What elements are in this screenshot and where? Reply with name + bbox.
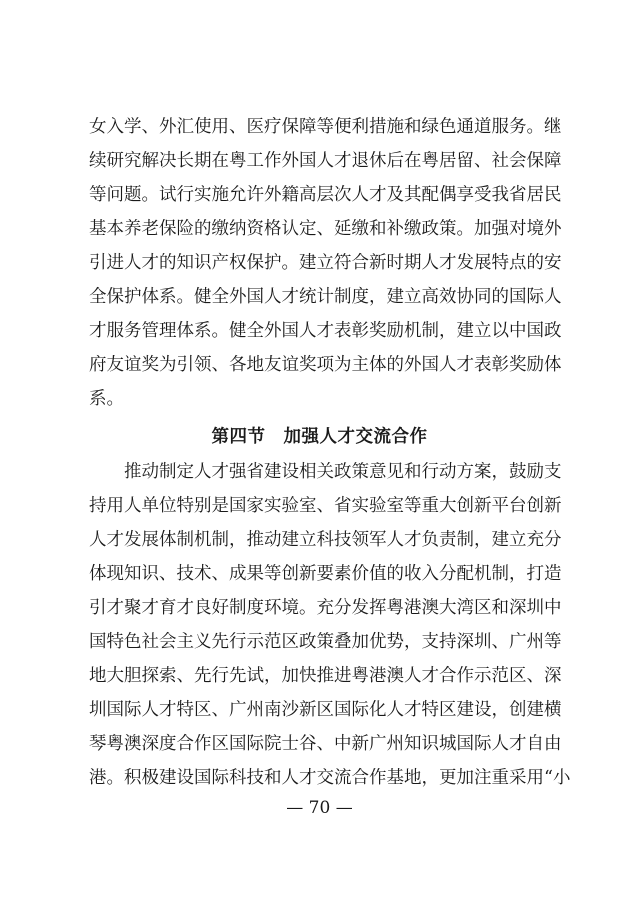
text-line: 等问题。试行实施允许外籍高层次人才及其配偶享受我省居民 <box>89 185 562 205</box>
text-line: 基本养老保险的缴纳资格认定、延缴和补缴政策。加强对境外 <box>89 219 562 239</box>
text-line: 才服务管理体系。健全外国人才表彰奖励机制，建立以中国政 <box>89 321 562 341</box>
page-number: — 70 — <box>286 798 353 818</box>
text-line-indented: 推动制定人才强省建设相关政策意见和行动方案，鼓励支 <box>124 462 562 482</box>
text-line: 港。积极建设国际科技和人才交流合作基地，更加注重采用“小 <box>89 768 571 788</box>
text-line: 持用人单位特别是国家实验室、省实验室等重大创新平台创新 <box>89 496 562 516</box>
text-line: 地大胆探索、先行先试，加快推进粤港澳人才合作示范区、深 <box>89 666 562 686</box>
text-line: 全保护体系。健全外国人才统计制度，建立高效协同的国际人 <box>89 287 562 307</box>
text-line: 续研究解决长期在粤工作外国人才退休后在粤居留、社会保障 <box>89 151 562 171</box>
text-line: 圳国际人才特区、广州南沙新区国际化人才特区建设，创建横 <box>89 700 562 720</box>
text-line: 人才发展体制机制，推动建立科技领军人才负责制，建立充分 <box>89 530 562 550</box>
text-line: 体现知识、技术、成果等创新要素价值的收入分配机制，打造 <box>89 564 562 584</box>
paragraph-foreign-talent-services <box>89 110 562 416</box>
text-line: 系。 <box>89 389 124 409</box>
text-line: 引才聚才育才良好制度环境。充分发挥粤港澳大湾区和深圳中 <box>89 598 562 618</box>
text-line: 女入学、外汇使用、医疗保障等便利措施和绿色通道服务。继 <box>89 117 562 137</box>
paragraph-talent-exchange <box>89 455 571 795</box>
text-line: 引进人才的知识产权保护。建立符合新时期人才发展特点的安 <box>89 253 562 273</box>
text-line: 府友谊奖为引领、各地友谊奖项为主体的外国人才表彰奖励体 <box>89 355 562 375</box>
text-line: 琴粤澳深度合作区国际院士谷、中新广州知识城国际人才自由 <box>89 734 562 754</box>
text-line: 国特色社会主义先行示范区政策叠加优势，支持深圳、广州等 <box>89 632 562 652</box>
section-heading: 第四节 加强人才交流合作 <box>211 427 428 447</box>
